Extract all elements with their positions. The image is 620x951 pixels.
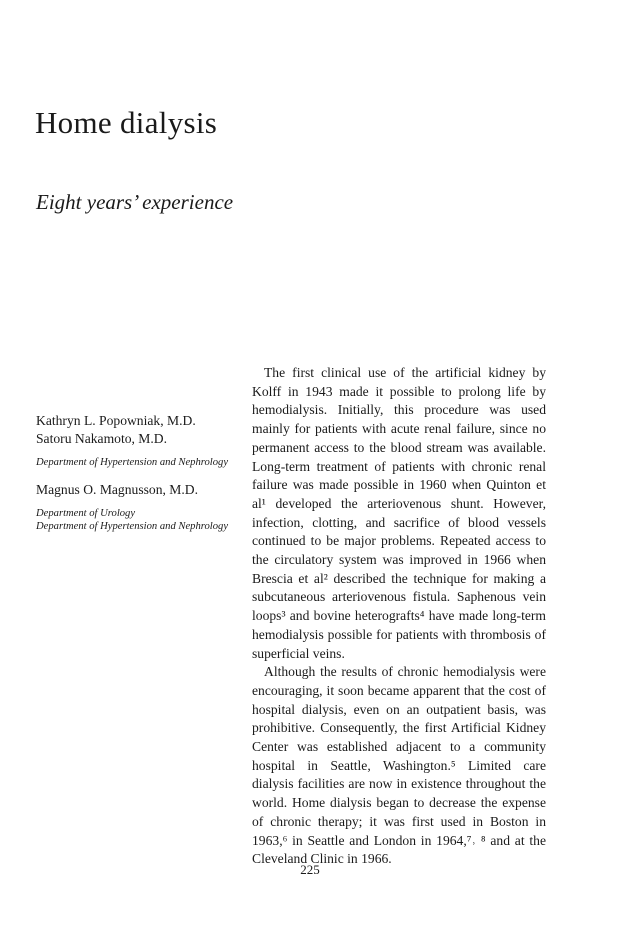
author-block (36, 412, 236, 545)
article-body (252, 364, 546, 869)
author-affiliation: Department of Hypertension and Nephrology (36, 457, 229, 468)
author-name: Satoru Nakamoto, M.D. (36, 431, 168, 446)
author-affiliation: Department of Urology (36, 507, 136, 519)
page-number: 225 (300, 862, 320, 877)
article-subtitle: Eight years’ experience (36, 190, 234, 214)
author-affiliation: Department of Hypertension and Nephrology (36, 521, 229, 532)
author-name: Magnus O. Magnusson, M.D. (36, 481, 198, 497)
affiliation-block (36, 456, 236, 470)
affiliation-block (36, 507, 236, 534)
author-name: Kathryn L. Popowniak, M.D. (36, 413, 196, 428)
body-paragraph: The first clinical use of the artificial kidney by Kolff in 1943 made it possible to prolong life by hemodialysis. Initially, this procedure was used mainly for patients with acute renal failure, since no permanent access to the blood stream was available. Long-term treatment of patients with chronic renal failure was made possible in 1960 when Quinton et al¹ developed the arteriovenous shunt. However, infection, clotting, and sacrifice of blood vessels continued to be major problems. Repeated access to the circulatory system was improved in 1966 when Brescia et al² described the technique for making a subcutaneous arteriovenous fistula. Saphenous vein loops³ and bovine heterografts⁴ have made long-term hemodialysis possible for patients with thrombosis of superficial veins. (252, 365, 546, 661)
body-paragraph: Although the results of chronic hemodialysis were encouraging, it soon became apparent that the cost of hospital dialysis, even on an outpatient basis, was prohibitive. Consequently, the first Artificial Kidney Center was established adjacent to a community hospital in Seattle, Washington.⁵ Limited care dialysis facilities are now in existence throughout the world. Home dialysis began to decrease the expense of chronic therapy; it was first used in Boston in 1963,⁶ in Seattle and London in 1964,⁷˒ ⁸ and at the Cleveland Clinic in 1966. (252, 664, 546, 867)
article-title: Home dialysis (35, 105, 218, 140)
